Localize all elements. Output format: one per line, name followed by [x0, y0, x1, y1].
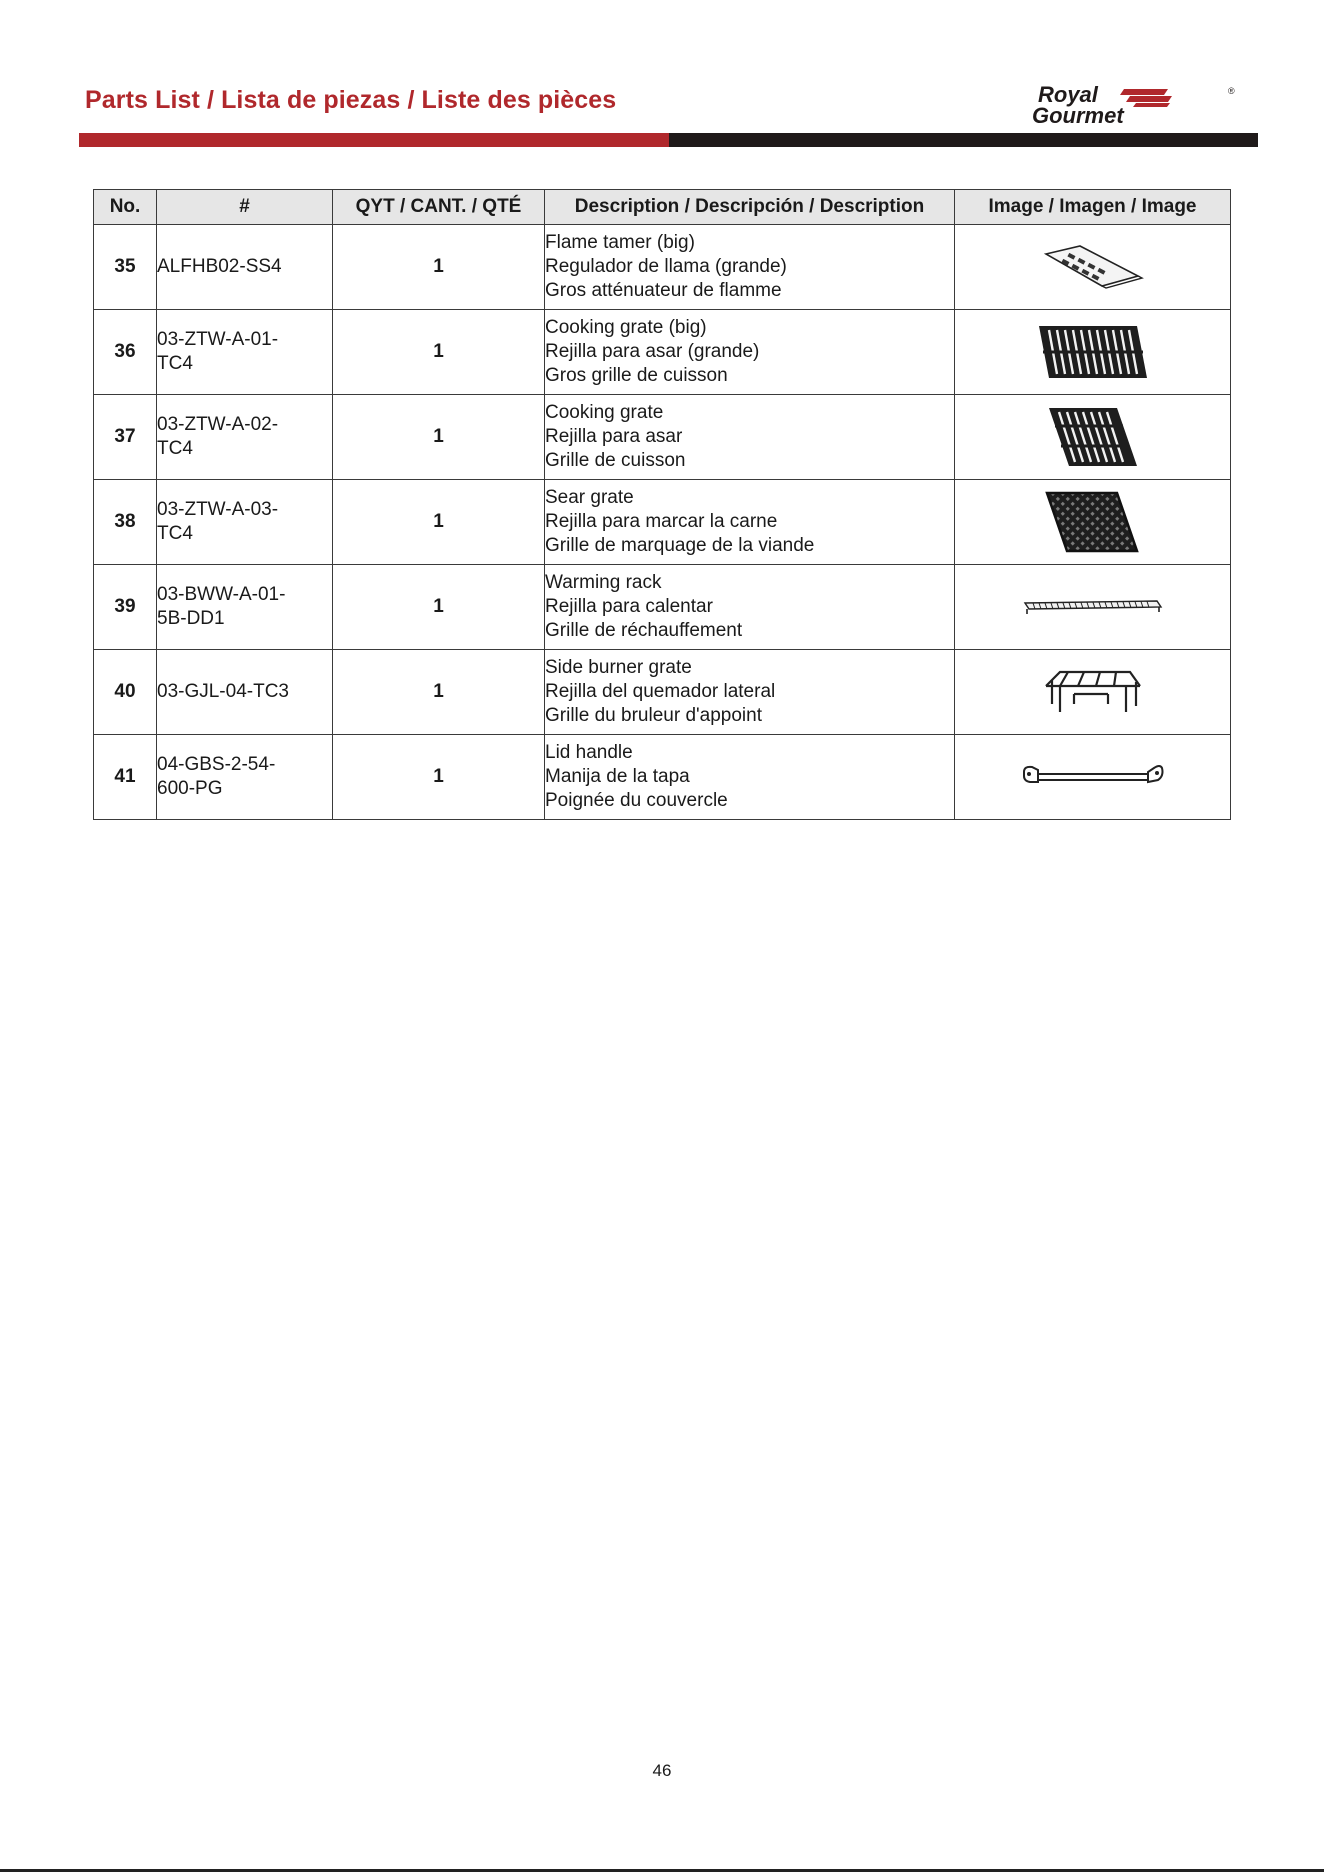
- svg-text:Royal: Royal: [1038, 82, 1098, 107]
- flame-tamer-icon: [1038, 242, 1148, 292]
- parts-table: [93, 189, 1231, 820]
- part-description: [545, 395, 955, 480]
- description-fr: Gros atténuateur de flamme: [545, 280, 782, 301]
- description-en: Cooking grate (big): [545, 317, 707, 338]
- description-es: Rejilla para asar: [545, 426, 683, 447]
- description-fr: Grille de cuisson: [545, 450, 686, 471]
- part-no: 39: [94, 565, 157, 650]
- part-quantity: 1: [333, 650, 545, 735]
- description-es: Rejilla del quemador lateral: [545, 681, 776, 702]
- part-number-line: TC4: [157, 438, 193, 459]
- part-no: 41: [94, 735, 157, 820]
- description-en: Side burner grate: [545, 657, 692, 678]
- column-header-no: No.: [94, 190, 157, 225]
- part-no: 36: [94, 310, 157, 395]
- table-row: [94, 310, 1231, 395]
- part-number-line: 03-BWW-A-01-: [157, 584, 286, 605]
- header-dark-bar: [669, 133, 1258, 147]
- column-header-image: Image / Imagen / Image: [955, 190, 1231, 225]
- page-number: 46: [652, 1761, 672, 1780]
- part-quantity: 1: [333, 735, 545, 820]
- description-es: Manija de la tapa: [545, 766, 690, 787]
- part-number-line: 5B-DD1: [157, 608, 225, 629]
- part-no: 37: [94, 395, 157, 480]
- part-number: [157, 565, 333, 650]
- part-quantity: 1: [333, 480, 545, 565]
- description-en: Warming rack: [545, 572, 662, 593]
- part-description: [545, 225, 955, 310]
- part-number: [157, 310, 333, 395]
- part-number-line: 600-PG: [157, 778, 223, 799]
- header-accent-bar: [79, 133, 669, 147]
- table-row: [94, 480, 1231, 565]
- part-number-line: TC4: [157, 523, 193, 544]
- warming-rack-icon: [1021, 596, 1165, 618]
- sear-grate-icon: [1043, 489, 1143, 555]
- part-image: [955, 565, 1231, 650]
- description-es: Rejilla para calentar: [545, 596, 713, 617]
- part-no: 38: [94, 480, 157, 565]
- side-burner-grate-icon: [1038, 664, 1148, 720]
- description-es: Rejilla para marcar la carne: [545, 511, 778, 532]
- table-row: [94, 395, 1231, 480]
- table-row: [94, 735, 1231, 820]
- svg-text:®: ®: [1228, 86, 1235, 96]
- part-quantity: 1: [333, 395, 545, 480]
- description-en: Lid handle: [545, 742, 633, 763]
- column-header-part-number: #: [157, 190, 333, 225]
- cooking-grate-big-icon: [1033, 322, 1153, 382]
- part-number-line: 04-GBS-2-54-: [157, 754, 276, 775]
- part-number: [157, 395, 333, 480]
- table-row: [94, 225, 1231, 310]
- part-number-line: TC4: [157, 353, 193, 374]
- part-description: [545, 565, 955, 650]
- part-number: [157, 735, 333, 820]
- table-row: [94, 650, 1231, 735]
- part-quantity: 1: [333, 225, 545, 310]
- part-number-line: 03-ZTW-A-02-: [157, 414, 279, 435]
- description-es: Rejilla para asar (grande): [545, 341, 760, 362]
- cooking-grate-icon: [1043, 404, 1143, 470]
- part-number: [157, 225, 333, 310]
- part-description: [545, 650, 955, 735]
- part-number: [157, 650, 333, 735]
- lid-handle-icon: [1018, 762, 1168, 792]
- part-image: [955, 310, 1231, 395]
- description-fr: Grille de réchauffement: [545, 620, 743, 641]
- table-header-row: [94, 190, 1231, 225]
- description-fr: Gros grille de cuisson: [545, 365, 728, 386]
- part-no: 35: [94, 225, 157, 310]
- part-description: [545, 735, 955, 820]
- part-quantity: 1: [333, 310, 545, 395]
- part-image: [955, 480, 1231, 565]
- part-number-line: 03-GJL-04-TC3: [157, 681, 289, 702]
- column-header-description: Description / Descripción / Description: [545, 190, 955, 225]
- part-image: [955, 225, 1231, 310]
- description-fr: Poignée du couvercle: [545, 790, 728, 811]
- part-image: [955, 395, 1231, 480]
- column-header-quantity: QYT / CANT. / QTÉ: [333, 190, 545, 225]
- royal-gourmet-logo: [1030, 82, 1250, 126]
- page-title: Parts List / Lista de piezas / Liste des pièces: [85, 86, 617, 114]
- part-number: [157, 480, 333, 565]
- part-number-line: 03-ZTW-A-01-: [157, 329, 279, 350]
- part-number-line: ALFHB02-SS4: [157, 256, 282, 277]
- part-image: [955, 735, 1231, 820]
- description-fr: Grille du bruleur d'appoint: [545, 705, 762, 726]
- table-row: [94, 565, 1231, 650]
- description-en: Flame tamer (big): [545, 232, 695, 253]
- part-description: [545, 310, 955, 395]
- part-no: 40: [94, 650, 157, 735]
- description-en: Cooking grate: [545, 402, 664, 423]
- description-en: Sear grate: [545, 487, 634, 508]
- part-description: [545, 480, 955, 565]
- part-image: [955, 650, 1231, 735]
- description-fr: Grille de marquage de la viande: [545, 535, 815, 556]
- part-number-line: 03-ZTW-A-03-: [157, 499, 279, 520]
- part-quantity: 1: [333, 565, 545, 650]
- svg-text:Gourmet: Gourmet: [1032, 103, 1124, 126]
- description-es: Regulador de llama (grande): [545, 256, 787, 277]
